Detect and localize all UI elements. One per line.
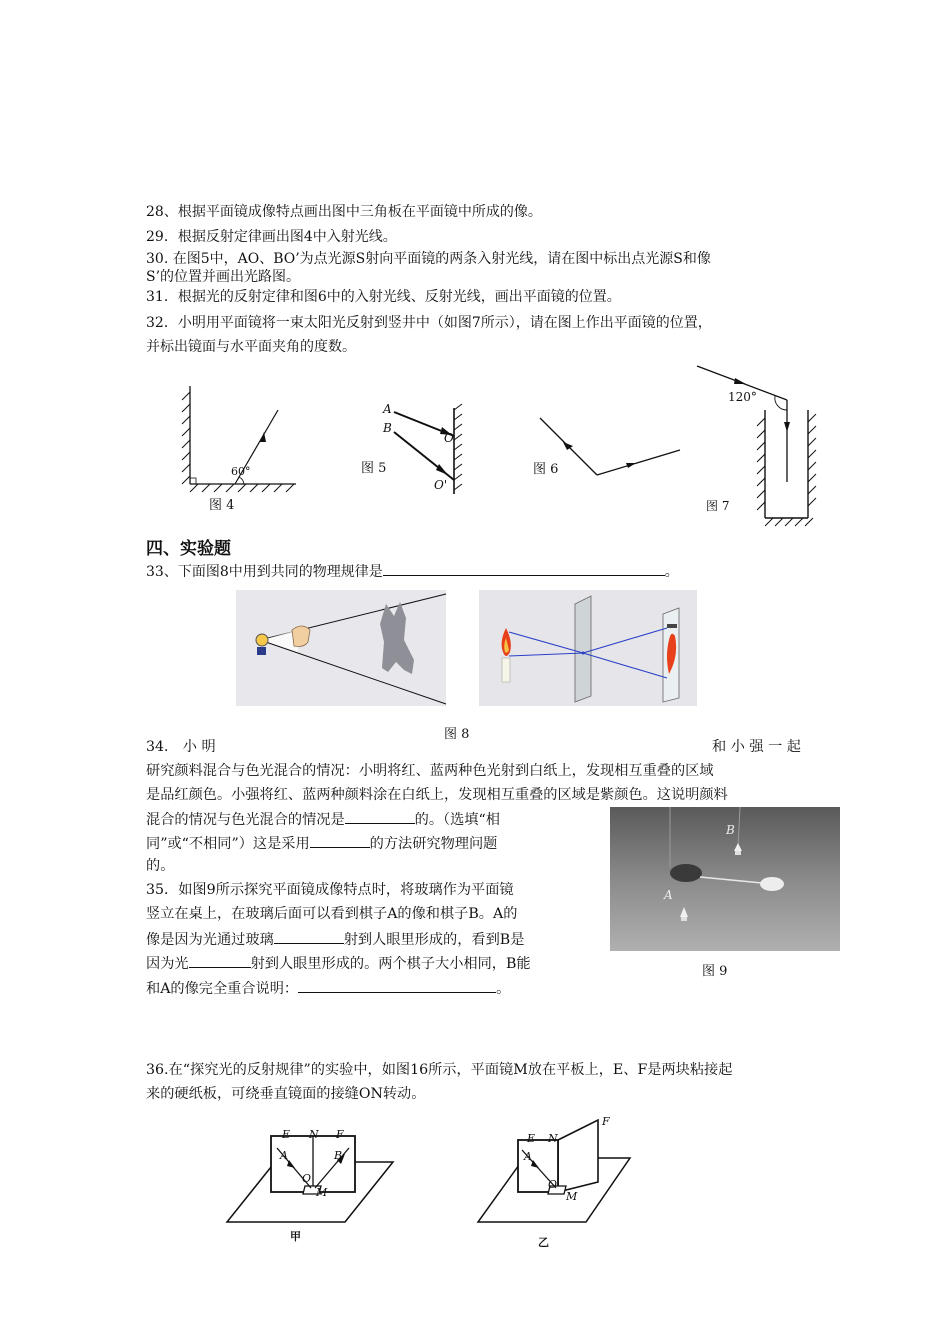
figure-jia-caption: 甲 [290, 1230, 301, 1243]
question-35-line-4-end: 射到人眼里形成的。两个棋子大小相同，B能 [250, 956, 531, 972]
question-36-line-2: 来的硬纸板，可绕垂直镜面的接缝ON转动。 [146, 1086, 426, 1102]
question-29: 29．根据反射定律画出图4中入射光线。 [146, 229, 397, 245]
question-34-line-4-text: 混合的情况与色光混合的情况是 [146, 812, 345, 828]
yi-label-o: O [548, 1178, 558, 1191]
figure-5-diagram [380, 400, 470, 500]
question-35-line-4-text: 因为光 [146, 956, 189, 972]
figure-8-caption: 图 8 [444, 727, 470, 742]
question-30-line-1: 30. 在图5中，AO、BO’为点光源S射向平面镜的两条入射光线，请在图中标出点光源S和像 [146, 251, 711, 267]
question-30-line-2: S’的位置并画出光路图。 [146, 269, 301, 285]
jia-label-a: A [280, 1149, 288, 1162]
question-35-line-3 [146, 929, 524, 949]
yi-label-e: E [527, 1132, 536, 1145]
jia-label-m: M [316, 1186, 328, 1199]
figure-4-angle-label: 60° [231, 465, 251, 478]
question-34-line-4-end: 的。（选填“相 [414, 812, 500, 828]
figure-9-caption: 图 9 [702, 964, 728, 979]
question-34-head-left: 34． 小 明 [146, 739, 216, 755]
figure-8-shadow-image [236, 590, 446, 706]
yi-label-n: N [548, 1132, 558, 1145]
question-33-text: 33、下面图8中用到共同的物理规律是 [146, 564, 383, 580]
figure-4-caption: 图 4 [209, 498, 235, 513]
figure-5-label-o: O [444, 431, 454, 445]
question-35-line-3-text: 像是因为光通过玻璃 [146, 932, 274, 948]
question-34-line-5-end: 的方法研究物理问题 [369, 836, 498, 852]
answer-blank-34b[interactable] [310, 833, 370, 848]
figure-5-label-b: B [383, 421, 392, 435]
jia-label-b: B [334, 1149, 343, 1162]
question-34-line-4 [146, 809, 500, 829]
figure-7-angle-label: 120° [728, 390, 757, 404]
yi-label-m: M [566, 1190, 578, 1203]
question-35-line-3-end: 射到人眼里形成的，看到B是 [343, 932, 525, 948]
question-35-line-5-text: 和A的像完全重合说明： [146, 981, 299, 997]
question-35-line-5-end: 。 [496, 981, 511, 997]
question-34-line-5 [146, 833, 497, 853]
question-35-line-5 [146, 978, 510, 998]
figure-yi-caption: 乙 [538, 1236, 549, 1249]
answer-blank-33[interactable] [383, 561, 665, 576]
question-36-line-1: 36.在“探究光的反射规律”的实验中，如图16所示，平面镜M放在平板上，E、F是两块粘接起 [146, 1062, 733, 1078]
question-35-line-1: 35．如图9所示探究平面镜成像特点时，将玻璃作为平面镜 [146, 882, 514, 898]
figure-6-caption: 图 6 [533, 462, 559, 477]
answer-blank-35c[interactable] [298, 978, 496, 993]
figure-9-photo [610, 807, 840, 951]
figure-5-label-a: A [383, 402, 392, 416]
question-34-line-2: 研究颜料混合与色光混合的情况：小明将红、蓝两种色光射到白纸上，发现相互重叠的区域 [146, 763, 714, 779]
question-34-line-6: 的。 [146, 858, 175, 874]
question-33-end: 。 [664, 564, 679, 580]
figure-9-label-b: B [726, 823, 735, 837]
jia-label-n: N [309, 1128, 319, 1141]
answer-blank-34a[interactable] [345, 809, 415, 824]
figure-7-caption: 图 7 [706, 499, 730, 513]
question-32-line-1: 32．小明用平面镜将一束太阳光反射到竖井中（如图7所示），请在图上作出平面镜的位置， [146, 315, 712, 331]
answer-blank-35b[interactable] [189, 953, 251, 968]
yi-label-f: F [602, 1115, 610, 1128]
question-34-line-3: 是品红颜色。小强将红、蓝两种颜料涂在白纸上，发现相互重叠的区域是紫颜色。这说明颜料 [146, 787, 728, 803]
section-4-title: 四、实验题 [146, 539, 231, 559]
question-28: 28、根据平面镜成像特点画出图中三角板在平面镜中所成的像。 [146, 204, 542, 220]
question-35-line-2: 竖立在桌上，在玻璃后面可以看到棋子A的像和棋子B。A的 [146, 906, 518, 922]
answer-blank-35a[interactable] [274, 929, 344, 944]
figure-5-caption: 图 5 [361, 461, 387, 476]
question-33 [146, 561, 679, 581]
jia-label-e: E [282, 1128, 291, 1141]
jia-label-f: F [336, 1128, 344, 1141]
yi-label-a: A [524, 1150, 532, 1163]
question-34-head-right: 和 小 强 一 起 [712, 739, 801, 755]
figure-8-pinhole-image [479, 590, 697, 706]
question-34-line-5-text: 同”或“不相同”）这是采用 [146, 836, 310, 852]
jia-label-o: O [302, 1172, 312, 1185]
figure-9-label-a: A [664, 888, 673, 902]
question-32-line-2: 并标出镜面与水平面夹角的度数。 [146, 339, 356, 355]
figure-5-label-o-prime: O' [434, 478, 448, 492]
figure-yi-diagram [476, 1112, 636, 1228]
question-35-line-4 [146, 953, 531, 973]
question-31: 31．根据光的反射定律和图6中的入射光线、反射光线，画出平面镜的位置。 [146, 289, 621, 305]
